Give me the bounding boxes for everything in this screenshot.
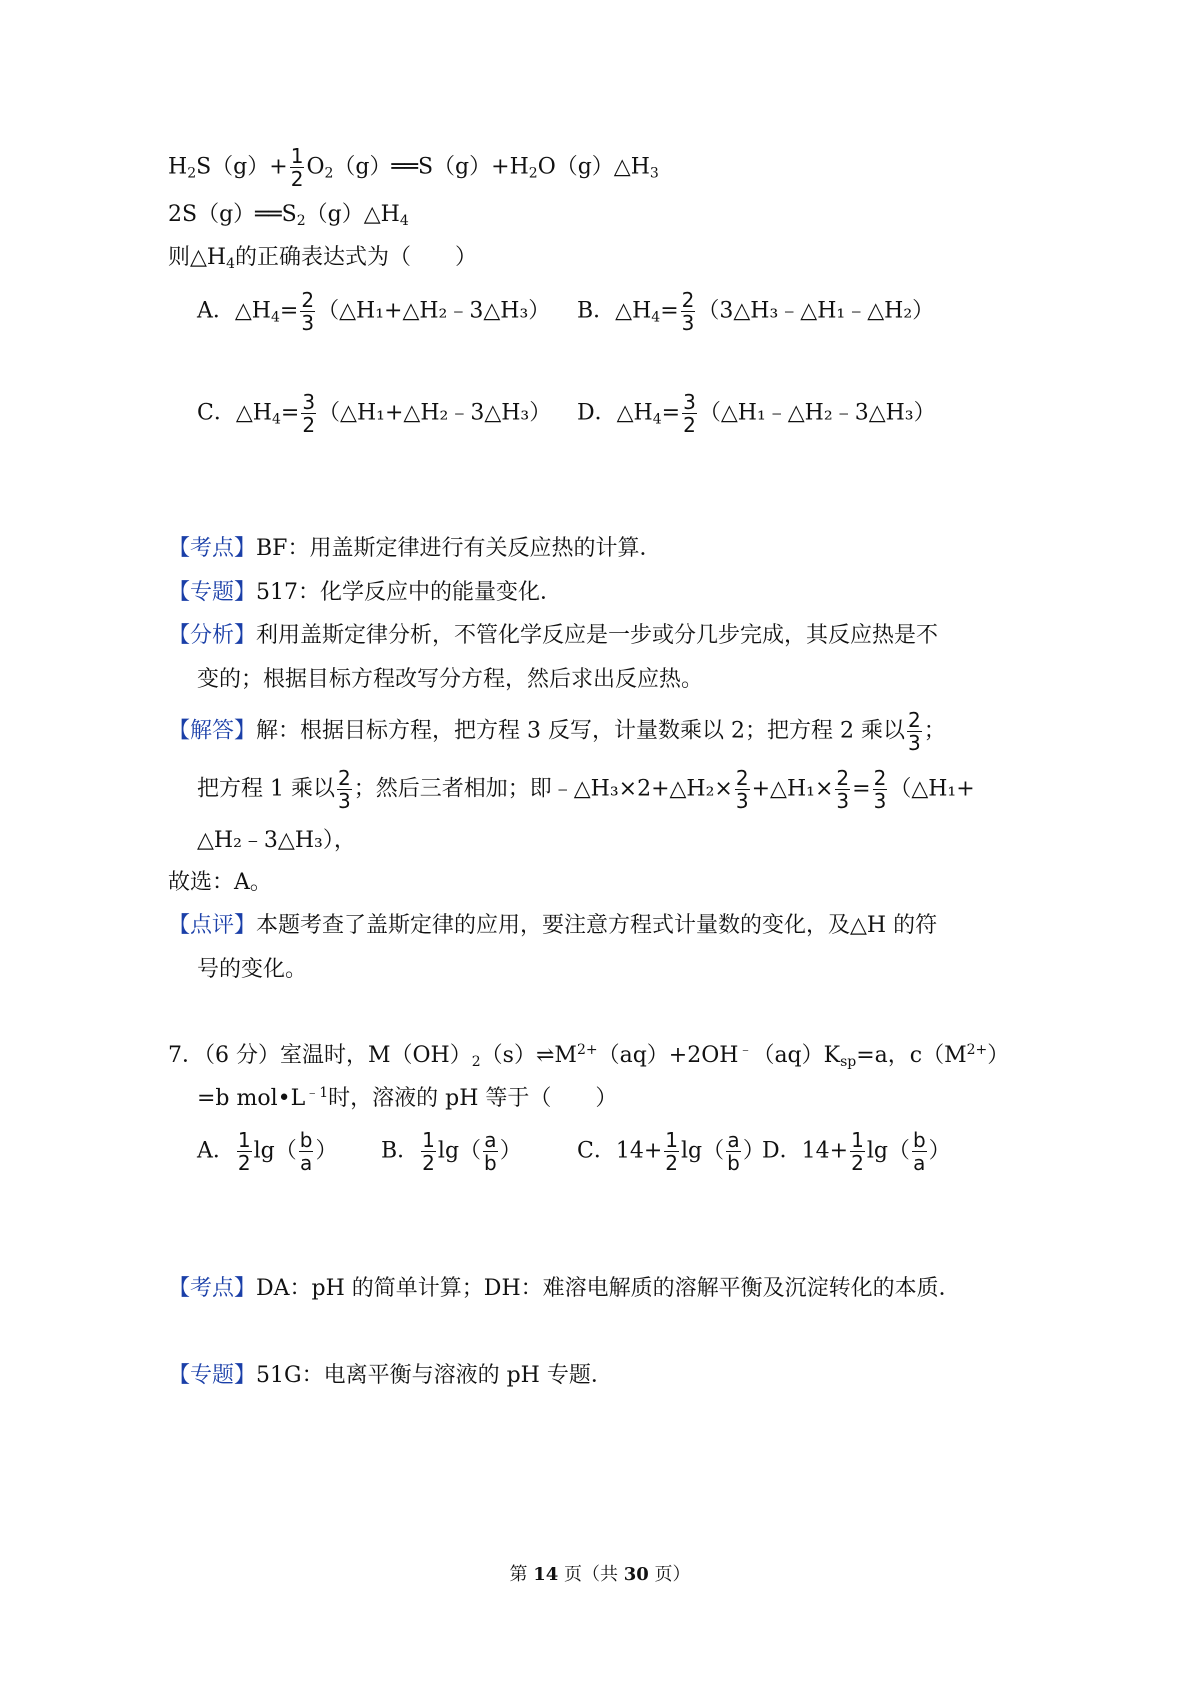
text: （△H₁+△H₂﹣3△H₃） [318, 400, 552, 426]
text: 51G：电离平衡与溶液的 pH 专题． [256, 1363, 613, 1388]
fraction [337, 768, 352, 811]
q6-option-b [577, 290, 934, 333]
superscript: ﹣ [738, 1042, 753, 1058]
subscript: 2 [296, 213, 306, 229]
q7-kaodian [168, 1274, 961, 1304]
text: 本题考查了盖斯定律的应用，要注意方程式计量数的变化，及△H 的符 [256, 913, 938, 938]
fraction [681, 290, 696, 333]
numerator: 1 [422, 1128, 435, 1152]
text: = [852, 776, 871, 802]
subscript: 4 [271, 309, 280, 326]
denominator: 3 [337, 789, 351, 813]
fraction [421, 1130, 436, 1173]
q6-fenxi [168, 621, 938, 651]
text: 把方程 1 乘以 [197, 776, 335, 802]
text: （s）⇌M [480, 1043, 577, 1068]
option-label: B．△H [577, 298, 652, 324]
denominator: 2 [302, 413, 316, 437]
denominator: 2 [665, 1151, 678, 1175]
numerator: 1 [237, 1128, 251, 1152]
q7-stem [168, 1041, 1009, 1071]
fraction [726, 1130, 741, 1173]
denominator: 2 [237, 1151, 251, 1175]
text: 页（共 [558, 1564, 624, 1585]
fraction [835, 768, 850, 811]
numerator: 3 [302, 390, 316, 414]
total-pages: 30 [623, 1564, 649, 1585]
text: △H₂﹣3△H₃）， [197, 828, 356, 853]
superscript: ﹣1 [305, 1085, 329, 1101]
numerator: 1 [665, 1128, 678, 1152]
denominator: b [727, 1151, 740, 1175]
denominator: 3 [907, 731, 921, 755]
section-tag: 【解答】 [168, 718, 257, 744]
fraction [682, 392, 697, 435]
numerator: 1 [290, 144, 304, 168]
numerator: 1 [851, 1128, 864, 1152]
q7-option-a [197, 1130, 337, 1173]
text: （aq）+2OH [597, 1043, 739, 1068]
q6-jieda-cont [197, 768, 975, 811]
text: 第 [509, 1564, 534, 1585]
q6-dianping-cont [197, 955, 307, 985]
section-tag: 【专题】 [168, 580, 257, 605]
subscript: 3 [649, 165, 659, 182]
fraction [735, 768, 750, 811]
option-label: D．△H [577, 400, 653, 426]
denominator: 3 [681, 311, 695, 335]
numerator: b [912, 1128, 926, 1152]
text: =b mol•L [197, 1086, 306, 1111]
superscript: 2+ [576, 1042, 598, 1058]
question-stem [168, 243, 477, 273]
text: O [306, 154, 325, 180]
fraction [850, 1130, 865, 1173]
subscript: 4 [399, 213, 409, 229]
fraction [237, 1130, 252, 1173]
option-label: A． [197, 1138, 235, 1164]
q7-option-c [577, 1130, 765, 1173]
text: = [660, 298, 679, 324]
numerator: a [484, 1128, 497, 1152]
q6-fenxi-cont [197, 665, 703, 695]
subscript: 4 [652, 411, 662, 428]
subscript: 2 [471, 1054, 481, 1070]
section-tag: 【考点】 [168, 536, 257, 561]
text: O（g）△H [537, 154, 650, 180]
numerator: 2 [873, 766, 887, 790]
subscript: 4 [226, 256, 236, 272]
numerator: b [299, 1128, 313, 1152]
text: S（g）+ [196, 154, 288, 180]
text: BF：用盖斯定律进行有关反应热的计算． [256, 536, 662, 561]
subscript: 2 [187, 165, 197, 182]
subscript: 4 [271, 411, 281, 428]
reaction-4 [168, 200, 409, 230]
text: =a，c（M [856, 1043, 967, 1068]
fraction [912, 1130, 927, 1173]
numerator: 2 [681, 288, 695, 312]
text: （△H₁﹣△H₂﹣3△H₃） [698, 400, 936, 426]
option-label: A．△H [197, 298, 271, 324]
text: 号的变化。 [197, 957, 308, 982]
section-tag: 【分析】 [168, 623, 257, 648]
q6-dianping [168, 911, 937, 941]
denominator: 3 [873, 789, 887, 813]
reaction-3 [168, 146, 659, 189]
text: ；然后三者相加；即﹣△H₃×2+△H₂× [353, 776, 733, 802]
text: 的正确表达式为（ ） [235, 245, 478, 270]
numerator: 3 [683, 390, 696, 414]
denominator: 3 [836, 789, 850, 813]
fraction [299, 1130, 314, 1173]
text: lg（ [681, 1138, 725, 1164]
denominator: 2 [851, 1151, 864, 1175]
fraction [483, 1130, 498, 1173]
numerator: 2 [337, 766, 351, 790]
text: 2S（g）══S [168, 202, 297, 227]
fraction [301, 392, 316, 435]
q6-answer [168, 868, 272, 898]
section-tag: 【考点】 [168, 1276, 257, 1301]
text: （aq）K [752, 1043, 841, 1068]
text: （△H₁+△H₂﹣3△H₃） [317, 298, 551, 324]
text: ） [742, 1138, 765, 1164]
fraction [664, 1130, 679, 1173]
superscript: 2+ [966, 1042, 988, 1058]
text: （g）══S（g）+H [333, 154, 529, 180]
text: ） [499, 1138, 522, 1164]
text: ） [987, 1043, 1010, 1068]
text: 则△H [168, 245, 227, 270]
denominator: b [484, 1151, 497, 1175]
section-tag: 【专题】 [168, 1363, 257, 1388]
q7-stem-cont [197, 1084, 617, 1114]
text: （3△H₃﹣△H₁﹣△H₂） [697, 298, 935, 324]
text: +△H₁× [751, 776, 834, 802]
q6-option-a [197, 290, 550, 333]
text: lg（ [866, 1138, 910, 1164]
text: 解：根据目标方程，把方程 3 反写，计量数乘以 2；把方程 2 乘以 [256, 718, 905, 744]
text: H [168, 154, 188, 180]
section-tag: 【点评】 [168, 913, 257, 938]
option-label: C．△H [197, 400, 272, 426]
numerator: 2 [907, 708, 921, 732]
text: （△H₁+ [889, 776, 975, 802]
numerator: 2 [301, 288, 315, 312]
option-label: B． [381, 1138, 420, 1164]
option-label: D．14+ [762, 1138, 849, 1164]
numerator: a [727, 1128, 740, 1152]
denominator: 2 [683, 413, 696, 437]
fraction [290, 146, 305, 189]
text: ） [315, 1138, 338, 1164]
q7-option-b [381, 1130, 522, 1173]
q6-option-d [577, 392, 936, 435]
q6-jieda: 【解答】解：根据目标方程，把方程 3 反写，计量数乘以 2；把方程 2 乘以 $\frac{2}{3}$ ； [168, 708, 946, 755]
text: 故选：A。 [168, 870, 272, 895]
text: 517：化学反应中的能量变化． [256, 580, 563, 605]
text: 时，溶液的 pH 等于（ ） [328, 1086, 618, 1111]
q7-option-d [762, 1130, 951, 1173]
denominator: 3 [735, 789, 749, 813]
numerator: 2 [836, 766, 850, 790]
text: 利用盖斯定律分析，不管化学反应是一步或分几步完成，其反应热是不 [256, 623, 939, 648]
subscript: 4 [651, 309, 661, 326]
page-footer [0, 1560, 1200, 1586]
text: = [661, 400, 681, 426]
q6-kaodian [168, 534, 661, 564]
fraction [873, 768, 888, 811]
denominator: 2 [422, 1151, 435, 1175]
text: = [279, 298, 299, 324]
denominator: 2 [290, 167, 304, 191]
text: 页） [648, 1564, 691, 1585]
text: （g）△H [305, 202, 400, 227]
text: 变的；根据目标方程改写分方程，然后求出反应热。 [197, 667, 704, 692]
q7-zhuanti [168, 1361, 613, 1391]
page-number: 14 [533, 1564, 559, 1585]
fraction [300, 290, 315, 333]
subscript: 2 [528, 165, 538, 182]
text: ） [928, 1138, 951, 1164]
denominator: 3 [301, 311, 315, 335]
denominator: a [299, 1151, 313, 1175]
subscript: sp [840, 1054, 857, 1070]
text: = [280, 400, 300, 426]
text: lg（ [253, 1138, 297, 1164]
option-label: C．14+ [577, 1138, 663, 1164]
numerator: 2 [735, 766, 749, 790]
text: DA：pH 的简单计算；DH：难溶电解质的溶解平衡及沉淀转化的本质． [256, 1276, 961, 1301]
text: lg（ [437, 1138, 482, 1164]
fraction [907, 710, 922, 753]
text: 7．（6 分）室温时，M（OH） [168, 1043, 472, 1068]
q6-option-c [197, 392, 551, 435]
q6-zhuanti [168, 578, 562, 608]
subscript: 2 [324, 165, 334, 182]
q6-jieda-cont-2 [197, 826, 356, 856]
denominator: a [913, 1151, 926, 1175]
